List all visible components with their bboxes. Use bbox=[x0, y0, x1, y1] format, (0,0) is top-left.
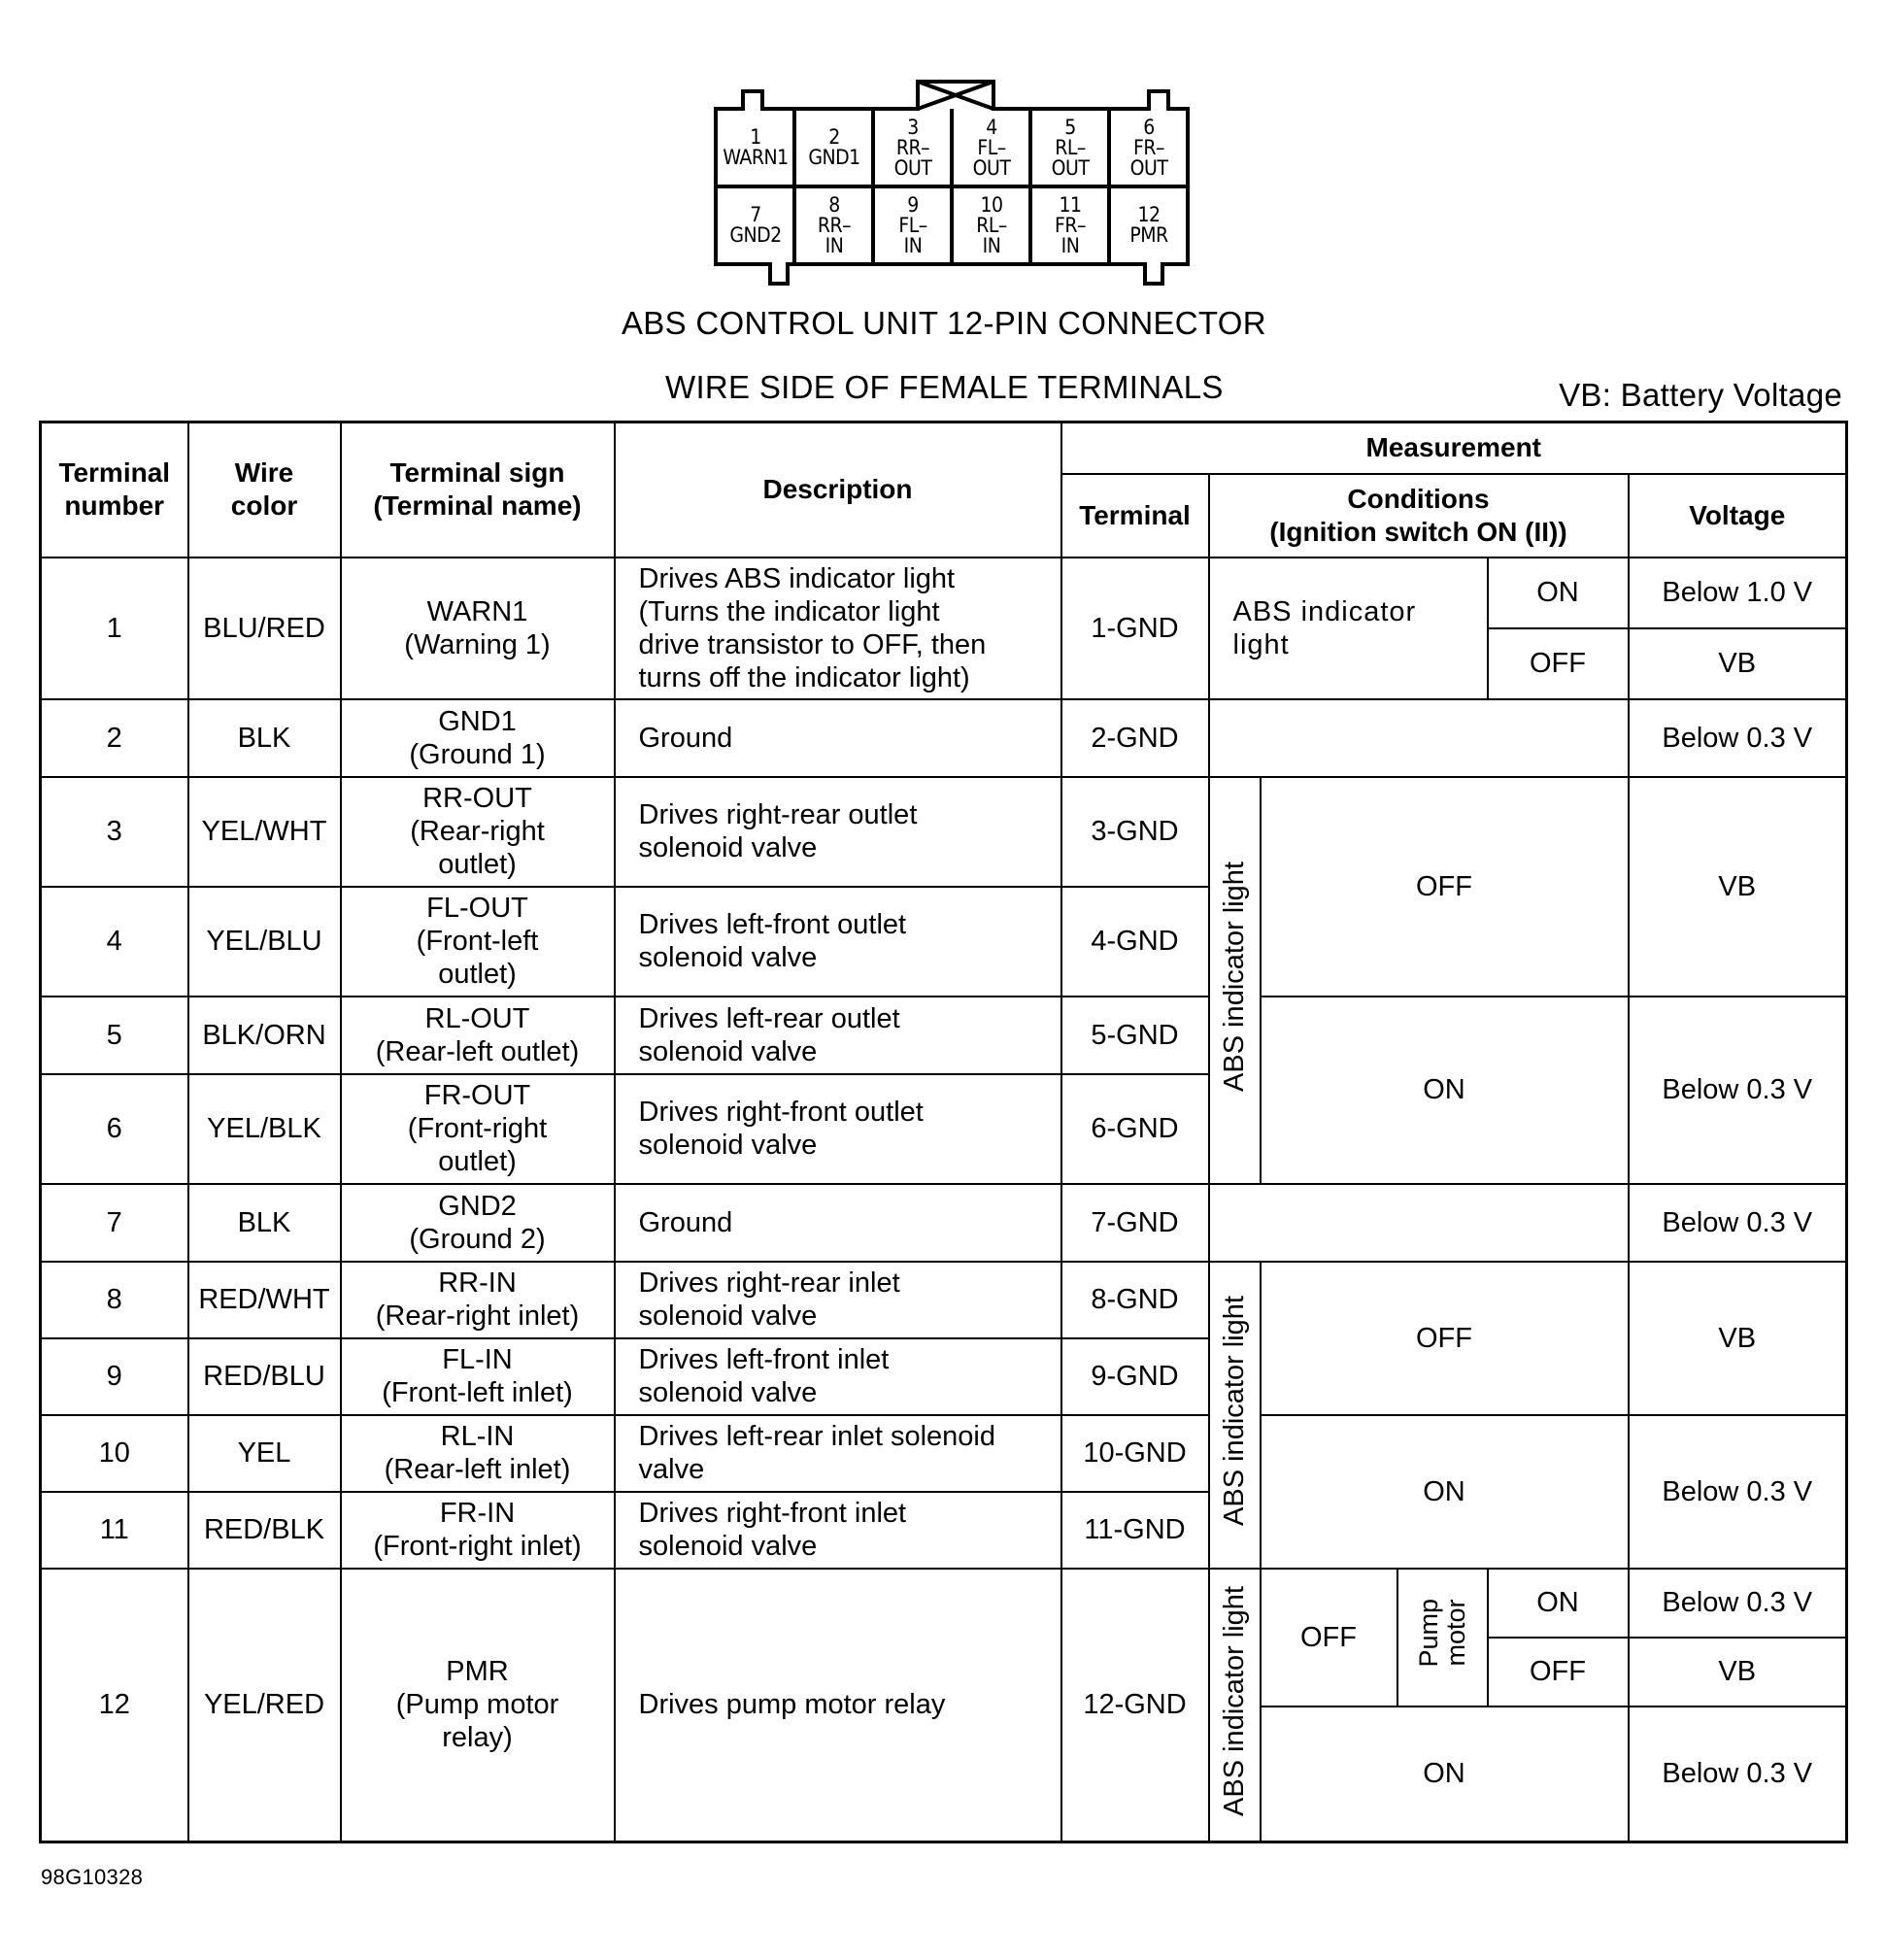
cell-condition-on: ON bbox=[1261, 1707, 1629, 1842]
connector-pin-10: 10 RL– IN bbox=[976, 192, 1007, 257]
connector-pin-11: 11 FR– IN bbox=[1055, 192, 1086, 257]
cell-condition-abs-indicator: ABS indicator light bbox=[1209, 558, 1488, 699]
cell-description: Drives right-front inlet solenoid valve bbox=[615, 1492, 1061, 1569]
cell-terminal: 12-GND bbox=[1061, 1569, 1209, 1842]
cell-voltage: VB bbox=[1629, 1638, 1847, 1707]
cell-terminal-sign: RR-OUT (Rear-right outlet) bbox=[341, 777, 615, 887]
cell-condition-off: OFF bbox=[1261, 1262, 1629, 1415]
cell-terminal: 3-GND bbox=[1061, 777, 1209, 887]
header-description: Description bbox=[615, 422, 1061, 558]
connector-diagram bbox=[714, 72, 1190, 287]
cell-condition-off: OFF bbox=[1261, 777, 1629, 997]
cell-condition-on: ON bbox=[1261, 997, 1629, 1184]
cell-voltage: Below 0.3 V bbox=[1629, 1569, 1847, 1638]
cell-wire-color: BLU/RED bbox=[188, 558, 341, 699]
cell-terminal-number: 6 bbox=[41, 1074, 188, 1184]
cell-wire-color: YEL/WHT bbox=[188, 777, 341, 887]
cell-terminal-sign: WARN1 (Warning 1) bbox=[341, 558, 615, 699]
cell-description: Drives ABS indicator light (Turns the indicator light drive transistor to OFF, then turns off the indicator light) bbox=[615, 558, 1061, 699]
cell-terminal: 7-GND bbox=[1061, 1184, 1209, 1262]
cell-description: Drives left-rear inlet solenoid valve bbox=[615, 1415, 1061, 1492]
header-wire-color: Wire color bbox=[188, 422, 341, 558]
cell-terminal-number: 5 bbox=[41, 997, 188, 1074]
cell-condition-off: OFF bbox=[1488, 628, 1629, 699]
cell-condition-abs-vertical bbox=[1209, 777, 1261, 1184]
header-terminal-number: Terminal number bbox=[41, 422, 188, 558]
header-terminal-sign: Terminal sign (Terminal name) bbox=[341, 422, 615, 558]
table-row bbox=[41, 1415, 1847, 1492]
cell-description: Drives right-rear outlet solenoid valve bbox=[615, 777, 1061, 887]
cell-terminal: 5-GND bbox=[1061, 997, 1209, 1074]
cell-voltage: VB bbox=[1629, 777, 1847, 997]
cell-condition-abs-vertical bbox=[1209, 1569, 1261, 1842]
header-terminal: Terminal bbox=[1061, 474, 1209, 558]
connector-pin-9: 9 FL– IN bbox=[898, 192, 927, 257]
cell-terminal: 2-GND bbox=[1061, 699, 1209, 777]
cell-condition-empty bbox=[1209, 1184, 1629, 1262]
cell-terminal-sign: GND2 (Ground 2) bbox=[341, 1184, 615, 1262]
table-row bbox=[41, 1184, 1847, 1262]
cell-terminal-sign: RL-IN (Rear-left inlet) bbox=[341, 1415, 615, 1492]
connector-pin-1: 1 WARN1 bbox=[723, 125, 789, 169]
table-row bbox=[41, 558, 1847, 628]
cell-voltage: Below 0.3 V bbox=[1629, 699, 1847, 777]
cell-condition-abs-vertical bbox=[1209, 1262, 1261, 1569]
connector-pin-3: 3 RR– OUT bbox=[893, 115, 932, 180]
table-row bbox=[41, 1262, 1847, 1338]
cell-terminal-number: 8 bbox=[41, 1262, 188, 1338]
cell-terminal: 6-GND bbox=[1061, 1074, 1209, 1184]
cell-wire-color: YEL bbox=[188, 1415, 341, 1492]
cell-wire-color: YEL/BLK bbox=[188, 1074, 341, 1184]
cell-terminal-number: 3 bbox=[41, 777, 188, 887]
cell-terminal-number: 11 bbox=[41, 1492, 188, 1569]
cell-terminal: 8-GND bbox=[1061, 1262, 1209, 1338]
cell-condition-empty bbox=[1209, 699, 1629, 777]
cell-terminal-number: 12 bbox=[41, 1569, 188, 1842]
cell-condition-pump-motor bbox=[1397, 1569, 1488, 1707]
figure-code: 98G10328 bbox=[41, 1865, 144, 1889]
cell-voltage: VB bbox=[1629, 628, 1847, 699]
table-row bbox=[41, 997, 1847, 1074]
cell-description: Drives right-rear inlet solenoid valve bbox=[615, 1262, 1061, 1338]
cell-condition-pump-off: OFF bbox=[1488, 1638, 1629, 1707]
cell-voltage: Below 0.3 V bbox=[1629, 1415, 1847, 1569]
abs-indicator-vertical-label: ABS indicator light bbox=[1219, 1296, 1250, 1526]
cell-voltage: Below 1.0 V bbox=[1629, 558, 1847, 628]
connector-pin-5: 5 RL– OUT bbox=[1051, 115, 1090, 180]
cell-wire-color: BLK bbox=[188, 1184, 341, 1262]
vb-note: VB: Battery Voltage bbox=[1559, 377, 1842, 413]
cell-terminal: 10-GND bbox=[1061, 1415, 1209, 1492]
cell-terminal-sign: FR-OUT (Front-right outlet) bbox=[341, 1074, 615, 1184]
connector-title: ABS CONTROL UNIT 12-PIN CONNECTOR bbox=[622, 305, 1266, 341]
cell-terminal-sign: PMR (Pump motor relay) bbox=[341, 1569, 615, 1842]
cell-wire-color: RED/WHT bbox=[188, 1262, 341, 1338]
cell-description: Ground bbox=[615, 699, 1061, 777]
header-voltage: Voltage bbox=[1629, 474, 1847, 558]
cell-voltage: Below 0.3 V bbox=[1629, 1184, 1847, 1262]
connector-pin-4: 4 FL– OUT bbox=[972, 115, 1011, 180]
cell-voltage: Below 0.3 V bbox=[1629, 997, 1847, 1184]
cell-wire-color: YEL/RED bbox=[188, 1569, 341, 1842]
cell-wire-color: RED/BLK bbox=[188, 1492, 341, 1569]
cell-description: Ground bbox=[615, 1184, 1061, 1262]
cell-terminal-sign: RR-IN (Rear-right inlet) bbox=[341, 1262, 615, 1338]
connector-pin-7: 7 GND2 bbox=[729, 203, 782, 247]
cell-terminal-sign: RL-OUT (Rear-left outlet) bbox=[341, 997, 615, 1074]
cell-terminal-number: 1 bbox=[41, 558, 188, 699]
cell-condition-on: ON bbox=[1261, 1415, 1629, 1569]
table-row bbox=[41, 699, 1847, 777]
cell-wire-color: BLK/ORN bbox=[188, 997, 341, 1074]
cell-wire-color: BLK bbox=[188, 699, 341, 777]
cell-terminal-sign: FL-IN (Front-left inlet) bbox=[341, 1338, 615, 1415]
cell-description: Drives right-front outlet solenoid valve bbox=[615, 1074, 1061, 1184]
connector-pin-12: 12 PMR bbox=[1129, 203, 1168, 247]
cell-terminal-sign: FL-OUT (Front-left outlet) bbox=[341, 887, 615, 997]
terminal-spec-table bbox=[39, 421, 1843, 1839]
connector-subtitle: WIRE SIDE OF FEMALE TERMINALS bbox=[665, 369, 1224, 405]
header-measurement: Measurement bbox=[1061, 422, 1847, 474]
connector-pin-2: 2 GND1 bbox=[808, 125, 860, 169]
cell-wire-color: RED/BLU bbox=[188, 1338, 341, 1415]
cell-wire-color: YEL/BLU bbox=[188, 887, 341, 997]
cell-description: Drives left-rear outlet solenoid valve bbox=[615, 997, 1061, 1074]
cell-condition-abs-off: OFF bbox=[1261, 1569, 1397, 1707]
cell-terminal-sign: GND1 (Ground 1) bbox=[341, 699, 615, 777]
cell-terminal-number: 7 bbox=[41, 1184, 188, 1262]
cell-description: Drives left-front outlet solenoid valve bbox=[615, 887, 1061, 997]
cell-terminal: 9-GND bbox=[1061, 1338, 1209, 1415]
cell-terminal: 11-GND bbox=[1061, 1492, 1209, 1569]
cell-description: Drives left-front inlet solenoid valve bbox=[615, 1338, 1061, 1415]
cell-terminal-number: 9 bbox=[41, 1338, 188, 1415]
cell-voltage: VB bbox=[1629, 1262, 1847, 1415]
abs-indicator-vertical-label: ABS indicator light bbox=[1219, 1585, 1250, 1816]
cell-description: Drives pump motor relay bbox=[615, 1569, 1061, 1842]
cell-terminal-sign: FR-IN (Front-right inlet) bbox=[341, 1492, 615, 1569]
pump-motor-vertical-label: Pump motor bbox=[1414, 1599, 1470, 1668]
cell-terminal-number: 2 bbox=[41, 699, 188, 777]
cell-terminal: 4-GND bbox=[1061, 887, 1209, 997]
cell-voltage: Below 0.3 V bbox=[1629, 1707, 1847, 1842]
cell-terminal-number: 4 bbox=[41, 887, 188, 997]
cell-terminal-number: 10 bbox=[41, 1415, 188, 1492]
table-row bbox=[41, 777, 1847, 887]
connector-pin-6: 6 FR– OUT bbox=[1129, 115, 1168, 180]
cell-terminal: 1-GND bbox=[1061, 558, 1209, 699]
table-row bbox=[41, 1569, 1847, 1638]
header-conditions: Conditions (Ignition switch ON (II)) bbox=[1209, 474, 1629, 558]
connector-pin-8: 8 RR– IN bbox=[817, 192, 852, 257]
cell-condition-pump-on: ON bbox=[1488, 1569, 1629, 1638]
cell-condition-on: ON bbox=[1488, 558, 1629, 628]
abs-indicator-vertical-label: ABS indicator light bbox=[1219, 861, 1250, 1092]
